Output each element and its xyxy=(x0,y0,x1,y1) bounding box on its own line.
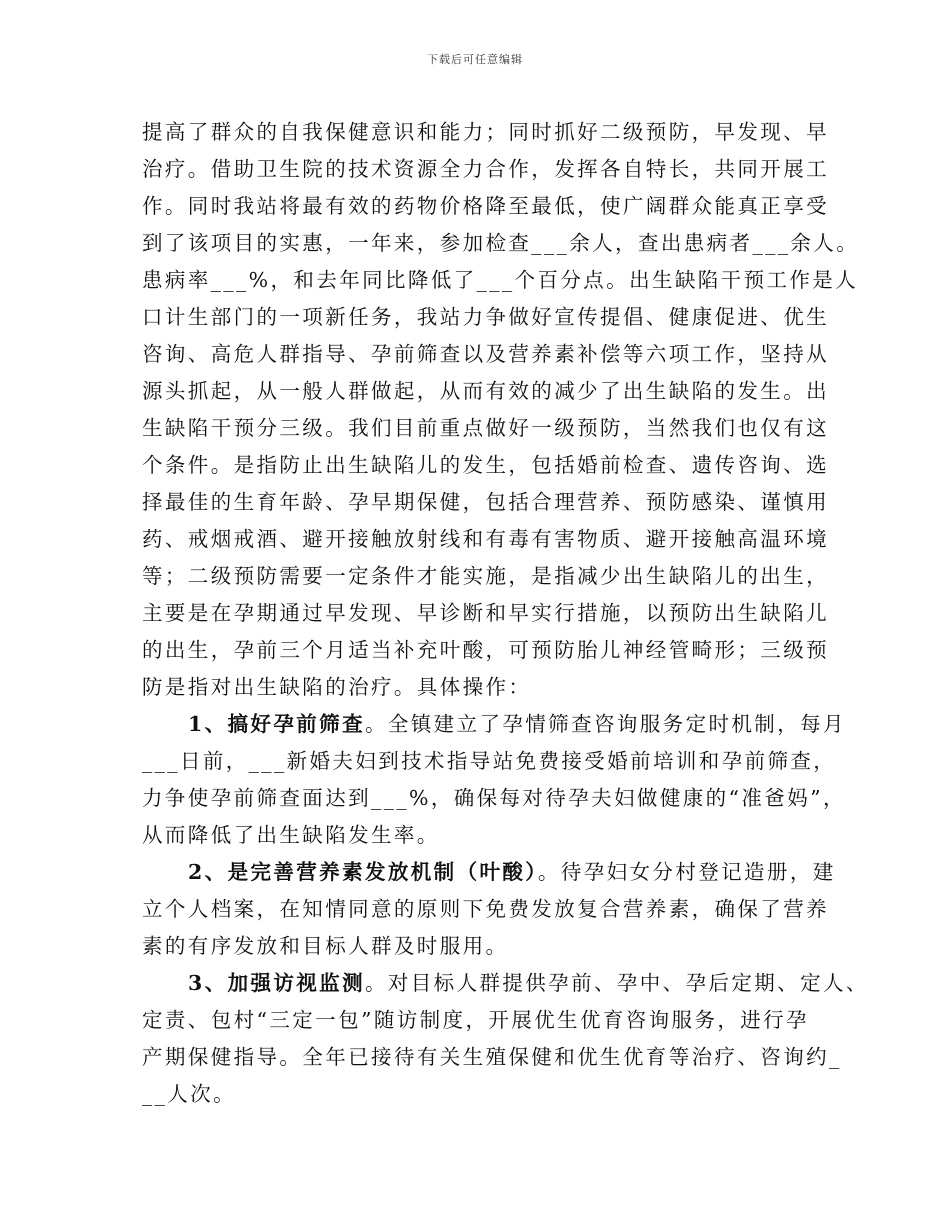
text-line: 作。同时我站将最有效的药物价格降至最低，使广阔群众能真正享受 xyxy=(142,194,829,218)
text-line: 治疗。借助卫生院的技术资源全力合作，发挥各自特长，共同开展工 xyxy=(142,157,829,181)
text-line xyxy=(142,706,846,743)
text-line: 立个人档案，在知情同意的原则下免费发放复合营养素，确保了营养 xyxy=(142,897,829,921)
text-line: 等；二级预防需要一定条件才能实施，是指减少出生缺陷儿的出生， xyxy=(142,564,829,588)
item-text: 。待孕妇女分村登记造册，建 xyxy=(537,860,836,884)
text-line: 提高了群众的自我保健意识和能力；同时抓好二级预防，早发现、早 xyxy=(142,120,829,144)
text-line: 生缺陷干预分三级。我们目前重点做好一级预防，当然我们也仅有这 xyxy=(142,416,829,440)
text-line: 个条件。是指防止出生缺陷儿的发生，包括婚前检查、遗传咨询、选 xyxy=(142,453,829,477)
item-heading: 2、是完善营养素发放机制（叶酸） xyxy=(188,860,538,884)
text-line: 从而降低了出生缺陷发生率。 xyxy=(142,823,440,847)
paragraph-item-2 xyxy=(142,854,836,965)
text-line: 源头抓起，从一般人群做起，从而有效的减少了出生缺陷的发生。出 xyxy=(142,379,829,403)
text-line: 药、戒烟戒酒、避开接触放射线和有毒有害物质、避开接触高温环境 xyxy=(142,527,829,551)
text-line xyxy=(142,854,836,891)
page-header: 下载后可任意编辑 xyxy=(427,53,523,66)
document-body xyxy=(142,114,869,1113)
text-line: 到了该项目的实惠，一年来，参加检查___余人，查出患病者___余人。 xyxy=(142,231,860,255)
text-line: ___日前，___新婚夫妇到技术指导站免费接受婚前培训和孕前筛查， xyxy=(142,749,837,773)
text-line: 产期保健指导。全年已接待有关生殖保健和优生优育等治疗、咨询约_ xyxy=(142,1045,842,1069)
paragraph-intro xyxy=(142,114,860,706)
text-line: 口计生部门的一项新任务，我站力争做好宣传提倡、健康促进、优生 xyxy=(142,305,829,329)
text-line: __人次。 xyxy=(142,1082,236,1106)
text-line: 的出生，孕前三个月适当补充叶酸，可预防胎儿神经管畸形；三级预 xyxy=(142,638,829,662)
text-line: 患病率___%，和去年同比降低了___个百分点。出生缺陷干预工作是人 xyxy=(142,268,859,292)
text-line xyxy=(142,965,869,1002)
text-line: 力争使孕前筛查面达到___%，确保每对待孕夫妇做健康的“准爸妈”， xyxy=(142,786,846,810)
text-line: 主要是在孕期通过早发现、早诊断和早实行措施，以预防出生缺陷儿 xyxy=(142,601,829,625)
text-line: 择最佳的生育年龄、孕早期保健，包括合理营养、预防感染、谨慎用 xyxy=(142,490,829,514)
paragraph-item-1 xyxy=(142,706,846,854)
item-text: 。全镇建立了孕情筛查咨询服务定时机制，每月 xyxy=(364,712,846,736)
text-line: 咨询、高危人群指导、孕前筛查以及营养素补偿等六项工作，坚持从 xyxy=(142,342,829,366)
item-heading: 3、加强访视监测 xyxy=(188,971,365,995)
text-line: 素的有序发放和目标人群及时服用。 xyxy=(142,934,509,958)
text-line: 防是指对出生缺陷的治疗。具体操作： xyxy=(142,675,532,699)
text-line: 定责、包村“三定一包”随访制度，开展优生优育咨询服务，进行孕 xyxy=(142,1008,809,1032)
paragraph-item-3 xyxy=(142,965,869,1113)
item-text: 。对目标人群提供孕前、孕中、孕后定期、定人、 xyxy=(364,971,869,995)
item-heading: 1、搞好孕前筛查 xyxy=(188,712,365,736)
